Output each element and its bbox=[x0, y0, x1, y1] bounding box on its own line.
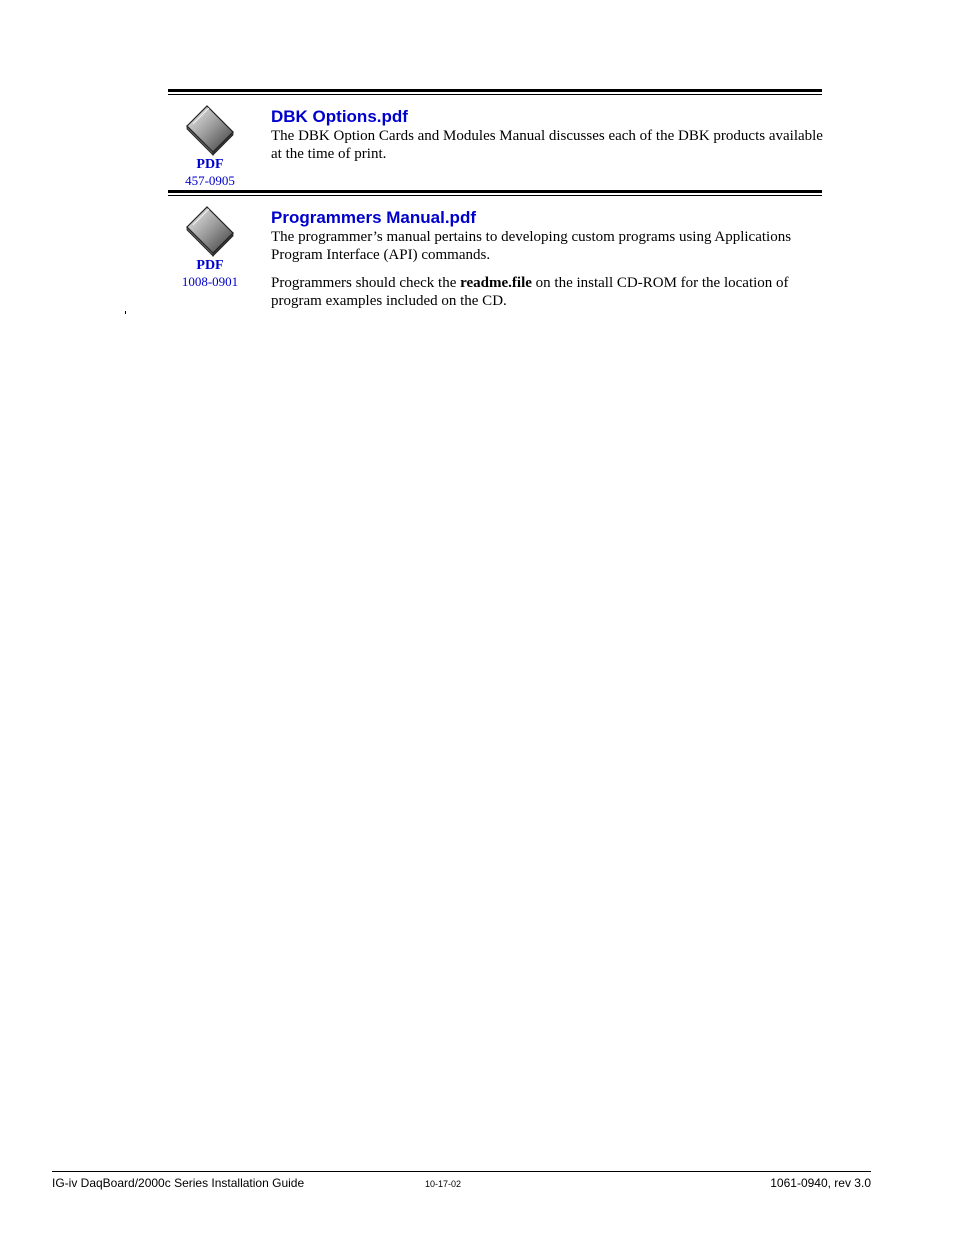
manual-book-icon bbox=[183, 205, 237, 257]
footer-document-title: IG-iv DaqBoard/2000c Series Installation Guide bbox=[52, 1176, 305, 1190]
doc-number: 457-0905 bbox=[185, 173, 235, 188]
footer-date: 10-17-02 bbox=[425, 1179, 462, 1189]
entry-note bbox=[271, 274, 823, 310]
dbk-options-pdf-link[interactable] bbox=[168, 104, 252, 189]
footer-divider bbox=[52, 1171, 871, 1172]
page-footer bbox=[52, 1175, 871, 1191]
footer-part-number: 1061-0940, rev 3.0 bbox=[770, 1176, 871, 1190]
note-text-after: on the install CD-ROM for the location of program examples included on the CD. bbox=[271, 275, 789, 309]
entry-title[interactable]: Programmers Manual.pdf bbox=[271, 208, 476, 227]
pdf-label: PDF bbox=[196, 157, 224, 172]
margin-mark bbox=[125, 311, 126, 314]
section-divider-top bbox=[168, 89, 822, 95]
entry-dbk-options bbox=[271, 107, 823, 163]
entry-description: The DBK Option Cards and Modules Manual discusses each of the DBK products available at the time of print. bbox=[271, 128, 823, 162]
entry-description: The programmer’s manual pertains to developing custom programs using Applications Program Interface (API) commands. bbox=[271, 229, 792, 263]
readme-file-name: readme.file bbox=[460, 275, 532, 291]
section-divider-middle bbox=[168, 190, 822, 196]
note-text-before: Programmers should check the bbox=[271, 275, 461, 291]
entry-title[interactable]: DBK Options.pdf bbox=[271, 107, 408, 126]
doc-number: 1008-0901 bbox=[181, 274, 239, 289]
manual-book-icon bbox=[183, 104, 237, 156]
programmers-manual-pdf-link[interactable] bbox=[168, 205, 252, 290]
pdf-label: PDF bbox=[196, 258, 224, 273]
entry-programmers-manual bbox=[271, 208, 823, 310]
